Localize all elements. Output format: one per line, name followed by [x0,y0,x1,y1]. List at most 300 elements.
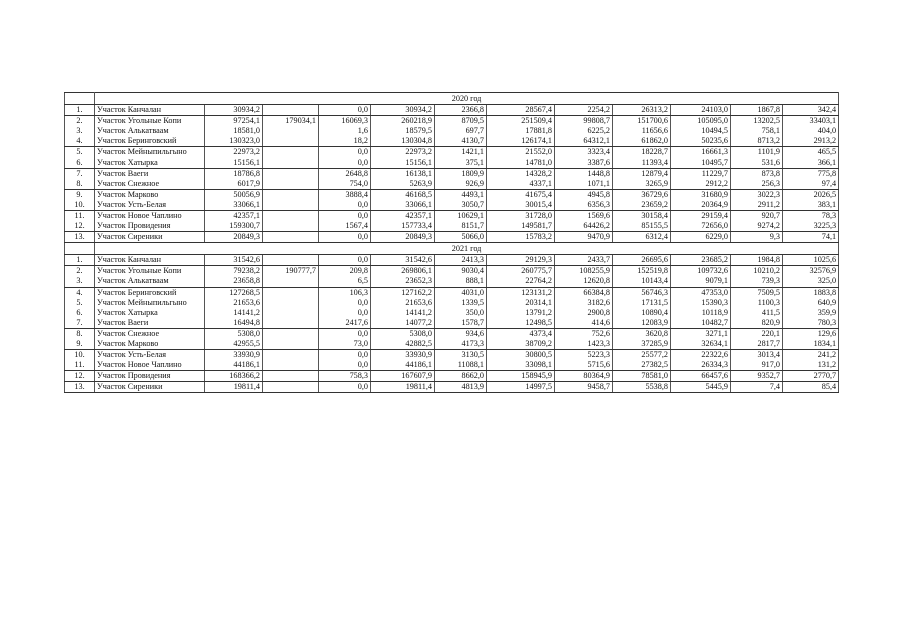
table-row [65,210,839,221]
value-cell: 2433,7 [555,255,613,266]
value-cell: 127162,2 [371,287,435,298]
value-cell: 33930,9 [205,350,263,361]
value-cell: 4493,1 [435,189,487,200]
site-name: Участок Марково [95,189,205,200]
value-cell: 260775,7 [487,266,555,277]
value-cell: 21653,6 [371,298,435,308]
value-cell: 9030,4 [435,266,487,277]
value-cell: 1809,9 [435,168,487,179]
value-cell: 4945,8 [555,189,613,200]
row-number: 8. [65,328,95,339]
value-cell: 13791,2 [487,308,555,318]
value-cell: 41675,4 [487,189,555,200]
value-cell: 130323,0 [205,136,263,147]
value-cell: 123131,2 [487,287,555,298]
value-cell: 269806,1 [371,266,435,277]
value-cell: 26313,2 [613,105,671,116]
value-cell: 16138,1 [371,168,435,179]
row-number: 1. [65,255,95,266]
value-cell: 31680,9 [671,189,731,200]
value-cell: 251509,4 [487,116,555,127]
value-cell: 30934,2 [205,105,263,116]
value-cell: 5308,0 [205,328,263,339]
value-cell: 158945,9 [487,371,555,382]
value-cell [263,382,319,393]
value-cell: 10494,5 [671,126,731,136]
value-cell: 26695,6 [613,255,671,266]
value-cell: 28567,4 [487,105,555,116]
value-cell: 2026,5 [783,189,839,200]
value-cell: 14141,2 [205,308,263,318]
value-cell: 531,6 [731,157,783,168]
value-cell: 33066,1 [205,200,263,211]
value-cell: 934,6 [435,328,487,339]
value-cell: 37285,9 [613,339,671,350]
value-cell: 50056,9 [205,189,263,200]
value-cell: 10118,9 [671,308,731,318]
value-cell [263,287,319,298]
value-cell [263,350,319,361]
value-cell: 3130,5 [435,350,487,361]
site-name: Участок Алькатваам [95,276,205,287]
row-number: 6. [65,308,95,318]
value-cell: 32634,1 [671,339,731,350]
table-row [65,136,839,147]
value-cell: 12620,8 [555,276,613,287]
value-cell [263,157,319,168]
value-cell: 151700,6 [613,116,671,127]
site-name: Участок Канчалан [95,255,205,266]
year-header-row [65,243,839,255]
value-cell: 1578,7 [435,318,487,329]
value-cell: 6312,4 [613,232,671,243]
value-cell: 6,5 [319,276,371,287]
value-cell: 97254,1 [205,116,263,127]
value-cell: 256,3 [731,179,783,190]
value-cell: 1071,1 [555,179,613,190]
table-row [65,308,839,318]
value-cell: 149581,7 [487,221,555,232]
value-cell: 30800,5 [487,350,555,361]
value-cell: 5715,6 [555,360,613,371]
value-cell: 64426,2 [555,221,613,232]
table-row [65,276,839,287]
value-cell: 17881,8 [487,126,555,136]
value-cell: 1984,8 [731,255,783,266]
value-cell: 64312,1 [555,136,613,147]
row-number: 10. [65,350,95,361]
site-name: Участок Алькатваам [95,126,205,136]
value-cell: 359,9 [783,308,839,318]
value-cell: 260218,9 [371,116,435,127]
table-row [65,147,839,158]
value-cell: 780,3 [783,318,839,329]
site-name: Участок Марково [95,339,205,350]
value-cell: 17131,5 [613,298,671,308]
value-cell [263,126,319,136]
value-cell: 3225,3 [783,221,839,232]
value-cell: 106,3 [319,287,371,298]
row-number: 3. [65,276,95,287]
value-cell: 465,5 [783,147,839,158]
value-cell: 1867,8 [731,105,783,116]
value-cell: 1,6 [319,126,371,136]
value-cell: 8709,5 [435,116,487,127]
value-cell: 0,0 [319,298,371,308]
value-cell: 78,3 [783,210,839,221]
value-cell: 414,6 [555,318,613,329]
value-cell: 25577,2 [613,350,671,361]
value-cell: 0,0 [319,328,371,339]
site-name: Участок Мейныпильгыно [95,298,205,308]
value-cell: 66457,6 [671,371,731,382]
value-cell: 131,2 [783,360,839,371]
value-cell: 2912,2 [671,179,731,190]
value-cell: 1448,8 [555,168,613,179]
value-cell: 20849,3 [205,232,263,243]
value-cell: 220,1 [731,328,783,339]
value-cell: 50235,6 [671,136,731,147]
value-cell: 11656,6 [613,126,671,136]
value-cell: 16494,8 [205,318,263,329]
value-cell [263,210,319,221]
value-cell: 78581,0 [613,371,671,382]
value-cell: 42882,5 [371,339,435,350]
value-cell: 33066,1 [371,200,435,211]
table-row [65,200,839,211]
value-cell: 167607,9 [371,371,435,382]
value-cell: 5538,8 [613,382,671,393]
table-row [65,255,839,266]
value-cell: 22973,2 [371,147,435,158]
value-cell: 24103,0 [671,105,731,116]
table-row [65,339,839,350]
site-name: Участок Новое Чаплино [95,360,205,371]
value-cell [263,147,319,158]
table-row [65,116,839,127]
value-cell: 22973,2 [205,147,263,158]
value-cell: 11088,1 [435,360,487,371]
table-row [65,105,839,116]
row-number: 11. [65,360,95,371]
value-cell: 0,0 [319,157,371,168]
value-cell: 739,3 [731,276,783,287]
value-cell: 2770,7 [783,371,839,382]
value-cell: 775,8 [783,168,839,179]
value-cell: 21653,6 [205,298,263,308]
value-cell: 31728,0 [487,210,555,221]
value-cell: 168366,2 [205,371,263,382]
table-row [65,189,839,200]
value-cell: 129,6 [783,328,839,339]
value-cell: 1339,5 [435,298,487,308]
value-cell: 42357,1 [371,210,435,221]
year-label: 2020 год [95,93,839,105]
value-cell: 2254,2 [555,105,613,116]
value-cell: 152519,8 [613,266,671,277]
value-cell: 15156,1 [205,157,263,168]
value-cell: 6229,0 [671,232,731,243]
value-cell: 5066,0 [435,232,487,243]
value-cell: 2417,6 [319,318,371,329]
value-cell: 14328,2 [487,168,555,179]
value-cell [263,221,319,232]
value-cell: 22764,2 [487,276,555,287]
table-row [65,360,839,371]
value-cell: 4813,9 [435,382,487,393]
value-cell: 1567,4 [319,221,371,232]
value-cell: 23652,3 [371,276,435,287]
value-cell: 3022,3 [731,189,783,200]
value-cell: 66384,8 [555,287,613,298]
value-cell: 7509,5 [731,287,783,298]
table-row [65,298,839,308]
value-cell: 873,8 [731,168,783,179]
value-cell: 917,0 [731,360,783,371]
value-cell: 22322,6 [671,350,731,361]
value-cell: 42955,5 [205,339,263,350]
row-number: 12. [65,371,95,382]
value-cell: 10210,2 [731,266,783,277]
value-cell: 1883,8 [783,287,839,298]
value-cell: 19811,4 [371,382,435,393]
value-cell [263,232,319,243]
value-cell: 27382,5 [613,360,671,371]
site-name: Участок Сиреники [95,382,205,393]
value-cell: 0,0 [319,105,371,116]
value-cell: 38709,2 [487,339,555,350]
value-cell: 0,0 [319,210,371,221]
value-cell: 2366,8 [435,105,487,116]
value-cell: 342,4 [783,105,839,116]
value-cell: 0,0 [319,255,371,266]
table-row [65,168,839,179]
table-row [65,350,839,361]
value-cell: 4373,4 [487,328,555,339]
value-cell: 108255,9 [555,266,613,277]
value-cell: 754,0 [319,179,371,190]
value-cell [263,276,319,287]
value-cell: 32576,9 [783,266,839,277]
table-row [65,371,839,382]
value-cell: 31542,6 [205,255,263,266]
row-number: 4. [65,136,95,147]
value-cell: 74,1 [783,232,839,243]
row-number: 13. [65,382,95,393]
value-cell: 0,0 [319,147,371,158]
value-cell: 888,1 [435,276,487,287]
value-cell [263,168,319,179]
value-cell: 33098,1 [487,360,555,371]
value-cell: 0,0 [319,382,371,393]
value-cell: 375,1 [435,157,487,168]
value-cell: 23658,8 [205,276,263,287]
year-header-empty [65,93,95,105]
value-cell: 5308,0 [371,328,435,339]
value-cell [263,308,319,318]
value-cell: 1421,1 [435,147,487,158]
value-cell: 8151,7 [435,221,487,232]
row-number: 7. [65,318,95,329]
year-header-row [65,93,839,105]
value-cell: 11229,7 [671,168,731,179]
value-cell [263,200,319,211]
value-cell: 20364,9 [671,200,731,211]
value-cell: 80364,9 [555,371,613,382]
value-cell: 12498,5 [487,318,555,329]
value-cell: 3050,7 [435,200,487,211]
row-number: 10. [65,200,95,211]
value-cell: 1100,3 [731,298,783,308]
value-cell: 325,0 [783,276,839,287]
value-cell: 23659,2 [613,200,671,211]
value-cell: 4031,0 [435,287,487,298]
value-cell: 13202,5 [731,116,783,127]
value-cell: 15783,2 [487,232,555,243]
value-cell: 10629,1 [435,210,487,221]
table-row [65,266,839,277]
row-number: 5. [65,298,95,308]
site-name: Участок Снежное [95,179,205,190]
value-cell: 105095,0 [671,116,731,127]
value-cell: 109732,6 [671,266,731,277]
value-cell: 159300,7 [205,221,263,232]
value-cell: 2900,8 [555,308,613,318]
value-cell: 758,1 [731,126,783,136]
value-cell: 79238,2 [205,266,263,277]
value-cell: 44186,1 [205,360,263,371]
value-cell: 36729,6 [613,189,671,200]
site-name: Участок Канчалан [95,105,205,116]
value-cell: 127268,5 [205,287,263,298]
year-header-empty [65,243,95,255]
site-name: Участок Ваеги [95,318,205,329]
value-cell: 44186,1 [371,360,435,371]
value-cell: 18581,0 [205,126,263,136]
site-name: Участок Беринговский [95,287,205,298]
value-cell: 404,0 [783,126,839,136]
value-cell: 1025,6 [783,255,839,266]
value-cell: 157733,4 [371,221,435,232]
value-cell: 1423,3 [555,339,613,350]
site-name: Участок Усть-Белая [95,350,205,361]
site-name: Участок Усть-Белая [95,200,205,211]
value-cell: 6225,2 [555,126,613,136]
row-number: 13. [65,232,95,243]
value-cell [263,189,319,200]
row-number: 5. [65,147,95,158]
value-cell [263,371,319,382]
value-cell [263,136,319,147]
value-cell: 9458,7 [555,382,613,393]
value-cell [263,360,319,371]
value-cell: 56746,3 [613,287,671,298]
site-name: Участок Хатырка [95,157,205,168]
value-cell: 6017,9 [205,179,263,190]
value-cell: 11393,4 [613,157,671,168]
site-name: Участок Сиреники [95,232,205,243]
value-cell: 179034,1 [263,116,319,127]
value-cell [263,339,319,350]
value-cell: 3013,4 [731,350,783,361]
value-cell [263,255,319,266]
value-cell: 1101,9 [731,147,783,158]
value-cell: 5445,9 [671,382,731,393]
value-cell: 9274,2 [731,221,783,232]
row-number: 4. [65,287,95,298]
value-cell [263,328,319,339]
value-cell: 0,0 [319,350,371,361]
site-name: Участок Хатырка [95,308,205,318]
value-cell: 383,1 [783,200,839,211]
value-cell: 9079,1 [671,276,731,287]
value-cell: 758,3 [319,371,371,382]
value-cell: 8662,0 [435,371,487,382]
value-cell: 46168,5 [371,189,435,200]
value-cell: 0,0 [319,200,371,211]
value-cell: 4173,3 [435,339,487,350]
row-number: 11. [65,210,95,221]
value-cell: 9470,9 [555,232,613,243]
value-cell: 0,0 [319,308,371,318]
value-cell: 20849,3 [371,232,435,243]
value-cell: 6356,3 [555,200,613,211]
value-cell: 3265,9 [613,179,671,190]
value-cell: 26334,3 [671,360,731,371]
site-name: Участок Провидения [95,371,205,382]
value-cell: 31542,6 [371,255,435,266]
value-cell: 72656,0 [671,221,731,232]
value-cell: 8713,2 [731,136,783,147]
value-cell: 1569,6 [555,210,613,221]
table-row [65,382,839,393]
site-name: Участок Беринговский [95,136,205,147]
value-cell [263,298,319,308]
value-cell: 5223,3 [555,350,613,361]
value-cell: 0,0 [319,232,371,243]
value-cell: 4130,7 [435,136,487,147]
value-cell: 2648,8 [319,168,371,179]
row-number: 6. [65,157,95,168]
value-cell: 0,0 [319,360,371,371]
row-number: 7. [65,168,95,179]
table-row [65,287,839,298]
site-name: Участок Снежное [95,328,205,339]
value-cell: 2913,2 [783,136,839,147]
row-number: 2. [65,116,95,127]
value-cell: 12879,4 [613,168,671,179]
row-number: 12. [65,221,95,232]
value-cell: 30158,4 [613,210,671,221]
value-cell: 21552,0 [487,147,555,158]
value-cell: 85155,5 [613,221,671,232]
value-cell: 30015,4 [487,200,555,211]
table-row [65,157,839,168]
data-table [64,92,839,393]
value-cell: 2413,3 [435,255,487,266]
row-number: 1. [65,105,95,116]
value-cell: 15156,1 [371,157,435,168]
value-cell: 2911,2 [731,200,783,211]
value-cell: 14997,5 [487,382,555,393]
value-cell: 15390,3 [671,298,731,308]
value-cell: 5263,9 [371,179,435,190]
value-cell: 820,9 [731,318,783,329]
value-cell: 18579,5 [371,126,435,136]
table-row [65,318,839,329]
value-cell: 12083,9 [613,318,671,329]
value-cell: 18,2 [319,136,371,147]
